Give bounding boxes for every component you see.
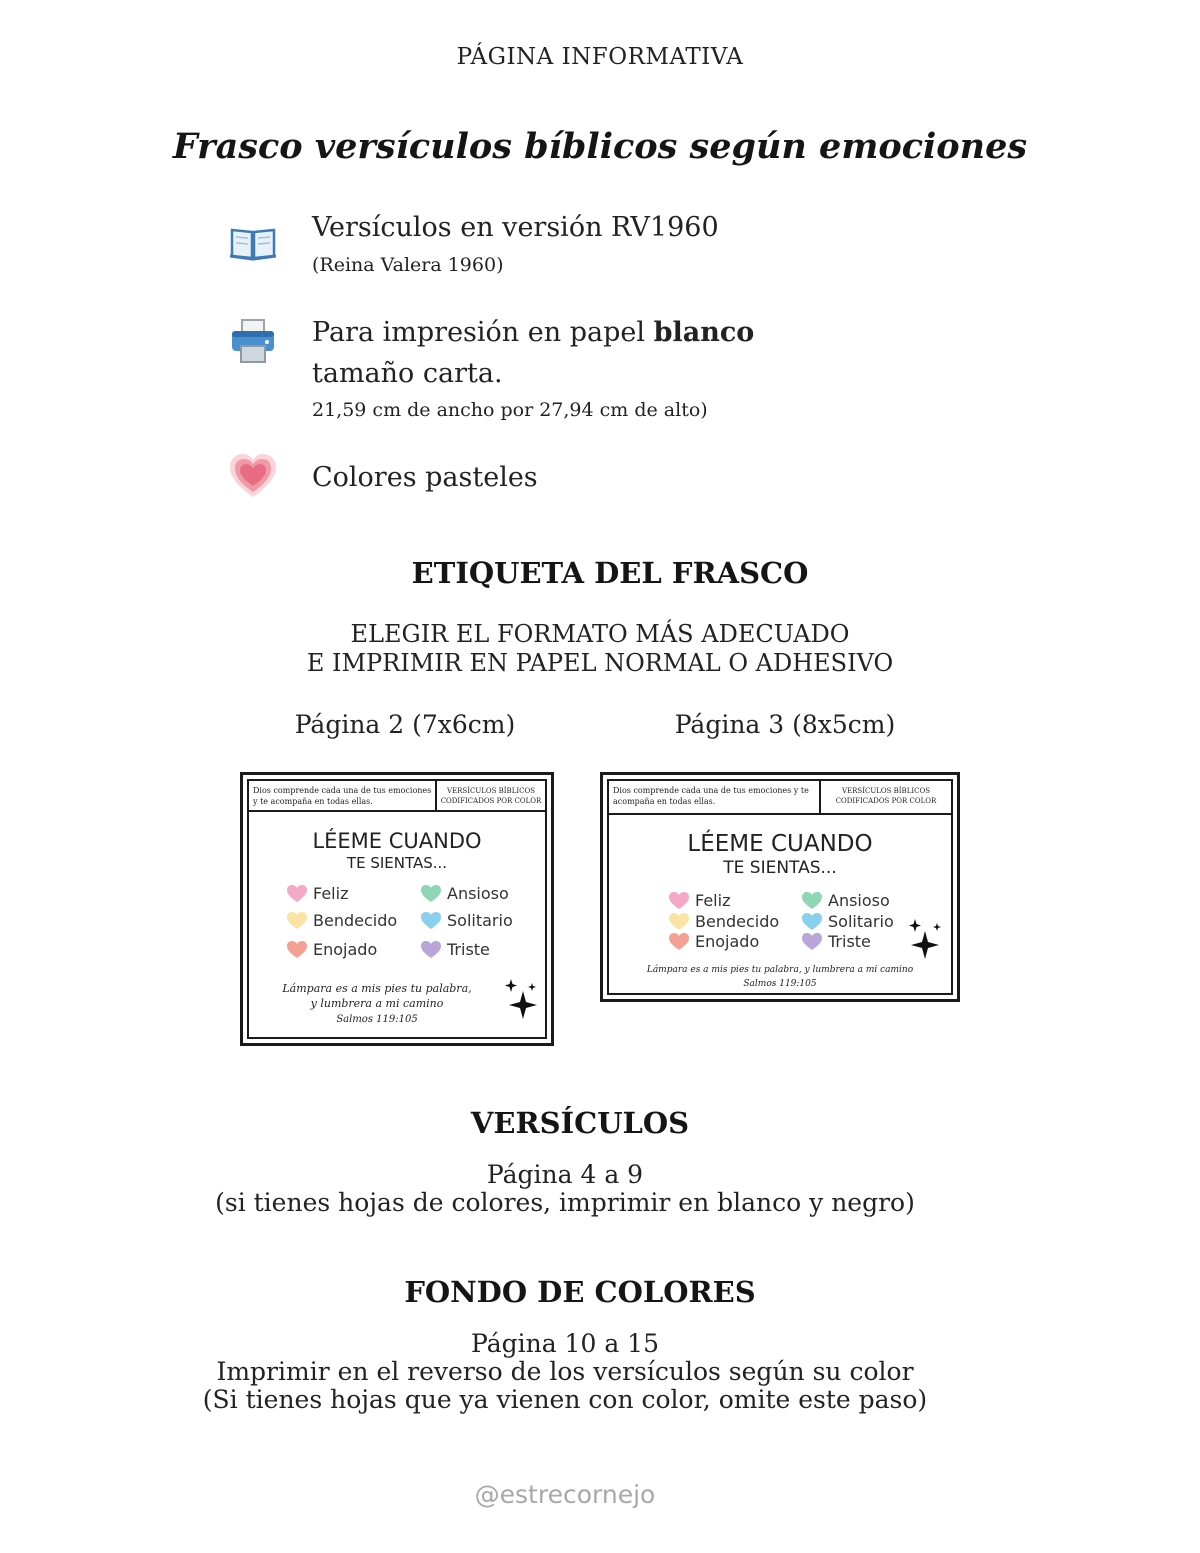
heart-ansioso <box>802 892 822 910</box>
feature-paper-note: 21,59 cm de ancho por 27,94 cm de alto) <box>312 399 708 421</box>
heart-triste <box>802 933 822 951</box>
emotion-feliz: Feliz <box>695 891 731 910</box>
feature-rv1960-note: (Reina Valera 1960) <box>312 254 504 276</box>
label-te-sientas: TE SIENTAS... <box>723 858 837 878</box>
feature-paper-size: tamaño carta. <box>312 358 503 389</box>
feature-rv1960: Versículos en versión RV1960 <box>312 212 719 243</box>
versiculos-note: (si tienes hojas de colores, imprimir en blanco y negro) <box>215 1188 915 1217</box>
label-top-right: VERSÍCULOS BÍBLICOS CODIFICADOS POR COLOR <box>819 781 951 813</box>
label-verse-ref: Salmos 119:105 <box>743 979 817 989</box>
emotion-enojado: Enojado <box>313 940 378 959</box>
heart-enojado <box>669 933 689 951</box>
versiculos-pages: Página 4 a 9 <box>486 1160 644 1189</box>
label-topbar <box>249 781 545 812</box>
label-verse-full: Lámpara es a mis pies tu palabra, y lumbrera a mi camino <box>646 965 914 975</box>
page-title: Frasco versículos bíblicos según emociones <box>172 126 1028 167</box>
etiqueta-instruction-1: ELEGIR EL FORMATO MÁS ADECUADO <box>350 620 850 648</box>
label-leeme: LÉEME CUANDO <box>312 829 482 853</box>
emotion-ansioso: Ansioso <box>447 884 509 903</box>
heart-triste <box>421 941 441 959</box>
feature-colors: Colores pasteles <box>312 462 538 493</box>
etiqueta-instruction-2: E IMPRIMIR EN PAPEL NORMAL O ADHESIVO <box>306 649 894 677</box>
heart-icon <box>228 452 278 502</box>
book-icon <box>228 218 278 268</box>
label-te-sientas: TE SIENTAS... <box>346 854 448 872</box>
heart-feliz <box>287 885 307 903</box>
heart-enojado <box>287 941 307 959</box>
heart-ansioso <box>421 885 441 903</box>
label-top-right: VERSÍCULOS BÍBLICOS CODIFICADOS POR COLOR <box>435 781 545 810</box>
label-top-left: Dios comprende cada una de tus emociones y te acompaña en todas ellas. <box>613 786 809 806</box>
heart-solitario <box>421 912 441 930</box>
page2-caption: Página 2 (7x6cm) <box>294 710 516 739</box>
label-verse-b: y lumbrera a mi camino <box>310 997 444 1010</box>
fondo-note: (Si tienes hojas que ya vienen con color, omite este paso) <box>202 1385 928 1414</box>
feature-paper-bold: blanco <box>653 317 755 348</box>
emotion-feliz: Feliz <box>313 884 349 903</box>
footer-handle: @estrecornejo <box>474 1480 656 1509</box>
fondo-pages: Página 10 a 15 <box>471 1329 659 1358</box>
sparkle-icon <box>905 917 945 961</box>
emotion-solitario: Solitario <box>447 911 513 930</box>
emotion-bendecido: Bendecido <box>695 912 780 931</box>
fondo-instruction: Imprimir en el reverso de los versículos según su color <box>216 1357 914 1386</box>
emotion-enojado: Enojado <box>695 932 760 951</box>
emotion-solitario: Solitario <box>828 912 894 931</box>
sparkle-icon <box>499 977 539 1021</box>
label-leeme: LÉEME CUANDO <box>687 831 873 857</box>
heart-feliz <box>669 892 689 910</box>
label-verse-a: Lámpara es a mis pies tu palabra, <box>282 982 472 995</box>
label-topbar <box>609 781 951 815</box>
page-header: PÁGINA INFORMATIVA <box>456 44 744 70</box>
label-preview-7x6 <box>240 772 554 1046</box>
feature-paper-text: Para impresión en papel <box>312 317 654 348</box>
feature-paper <box>312 313 754 353</box>
section-etiqueta-title: ETIQUETA DEL FRASCO <box>411 556 809 590</box>
emotion-triste: Triste <box>447 940 490 959</box>
emotion-bendecido: Bendecido <box>313 911 398 930</box>
emotion-ansioso: Ansioso <box>828 891 890 910</box>
page3-caption: Página 3 (8x5cm) <box>674 710 896 739</box>
emotion-triste: Triste <box>828 932 871 951</box>
heart-solitario <box>802 913 822 931</box>
label-verse-ref: Salmos 119:105 <box>336 1014 418 1025</box>
section-fondo-title: FONDO DE COLORES <box>404 1275 756 1309</box>
heart-bendecido <box>669 913 689 931</box>
section-versiculos-title: VERSÍCULOS <box>470 1106 690 1140</box>
printer-icon <box>228 316 278 366</box>
heart-bendecido <box>287 912 307 930</box>
label-top-left: Dios comprende cada una de tus emociones y te acompaña en todas ellas. <box>253 786 432 806</box>
label-preview-8x5 <box>600 772 960 1002</box>
